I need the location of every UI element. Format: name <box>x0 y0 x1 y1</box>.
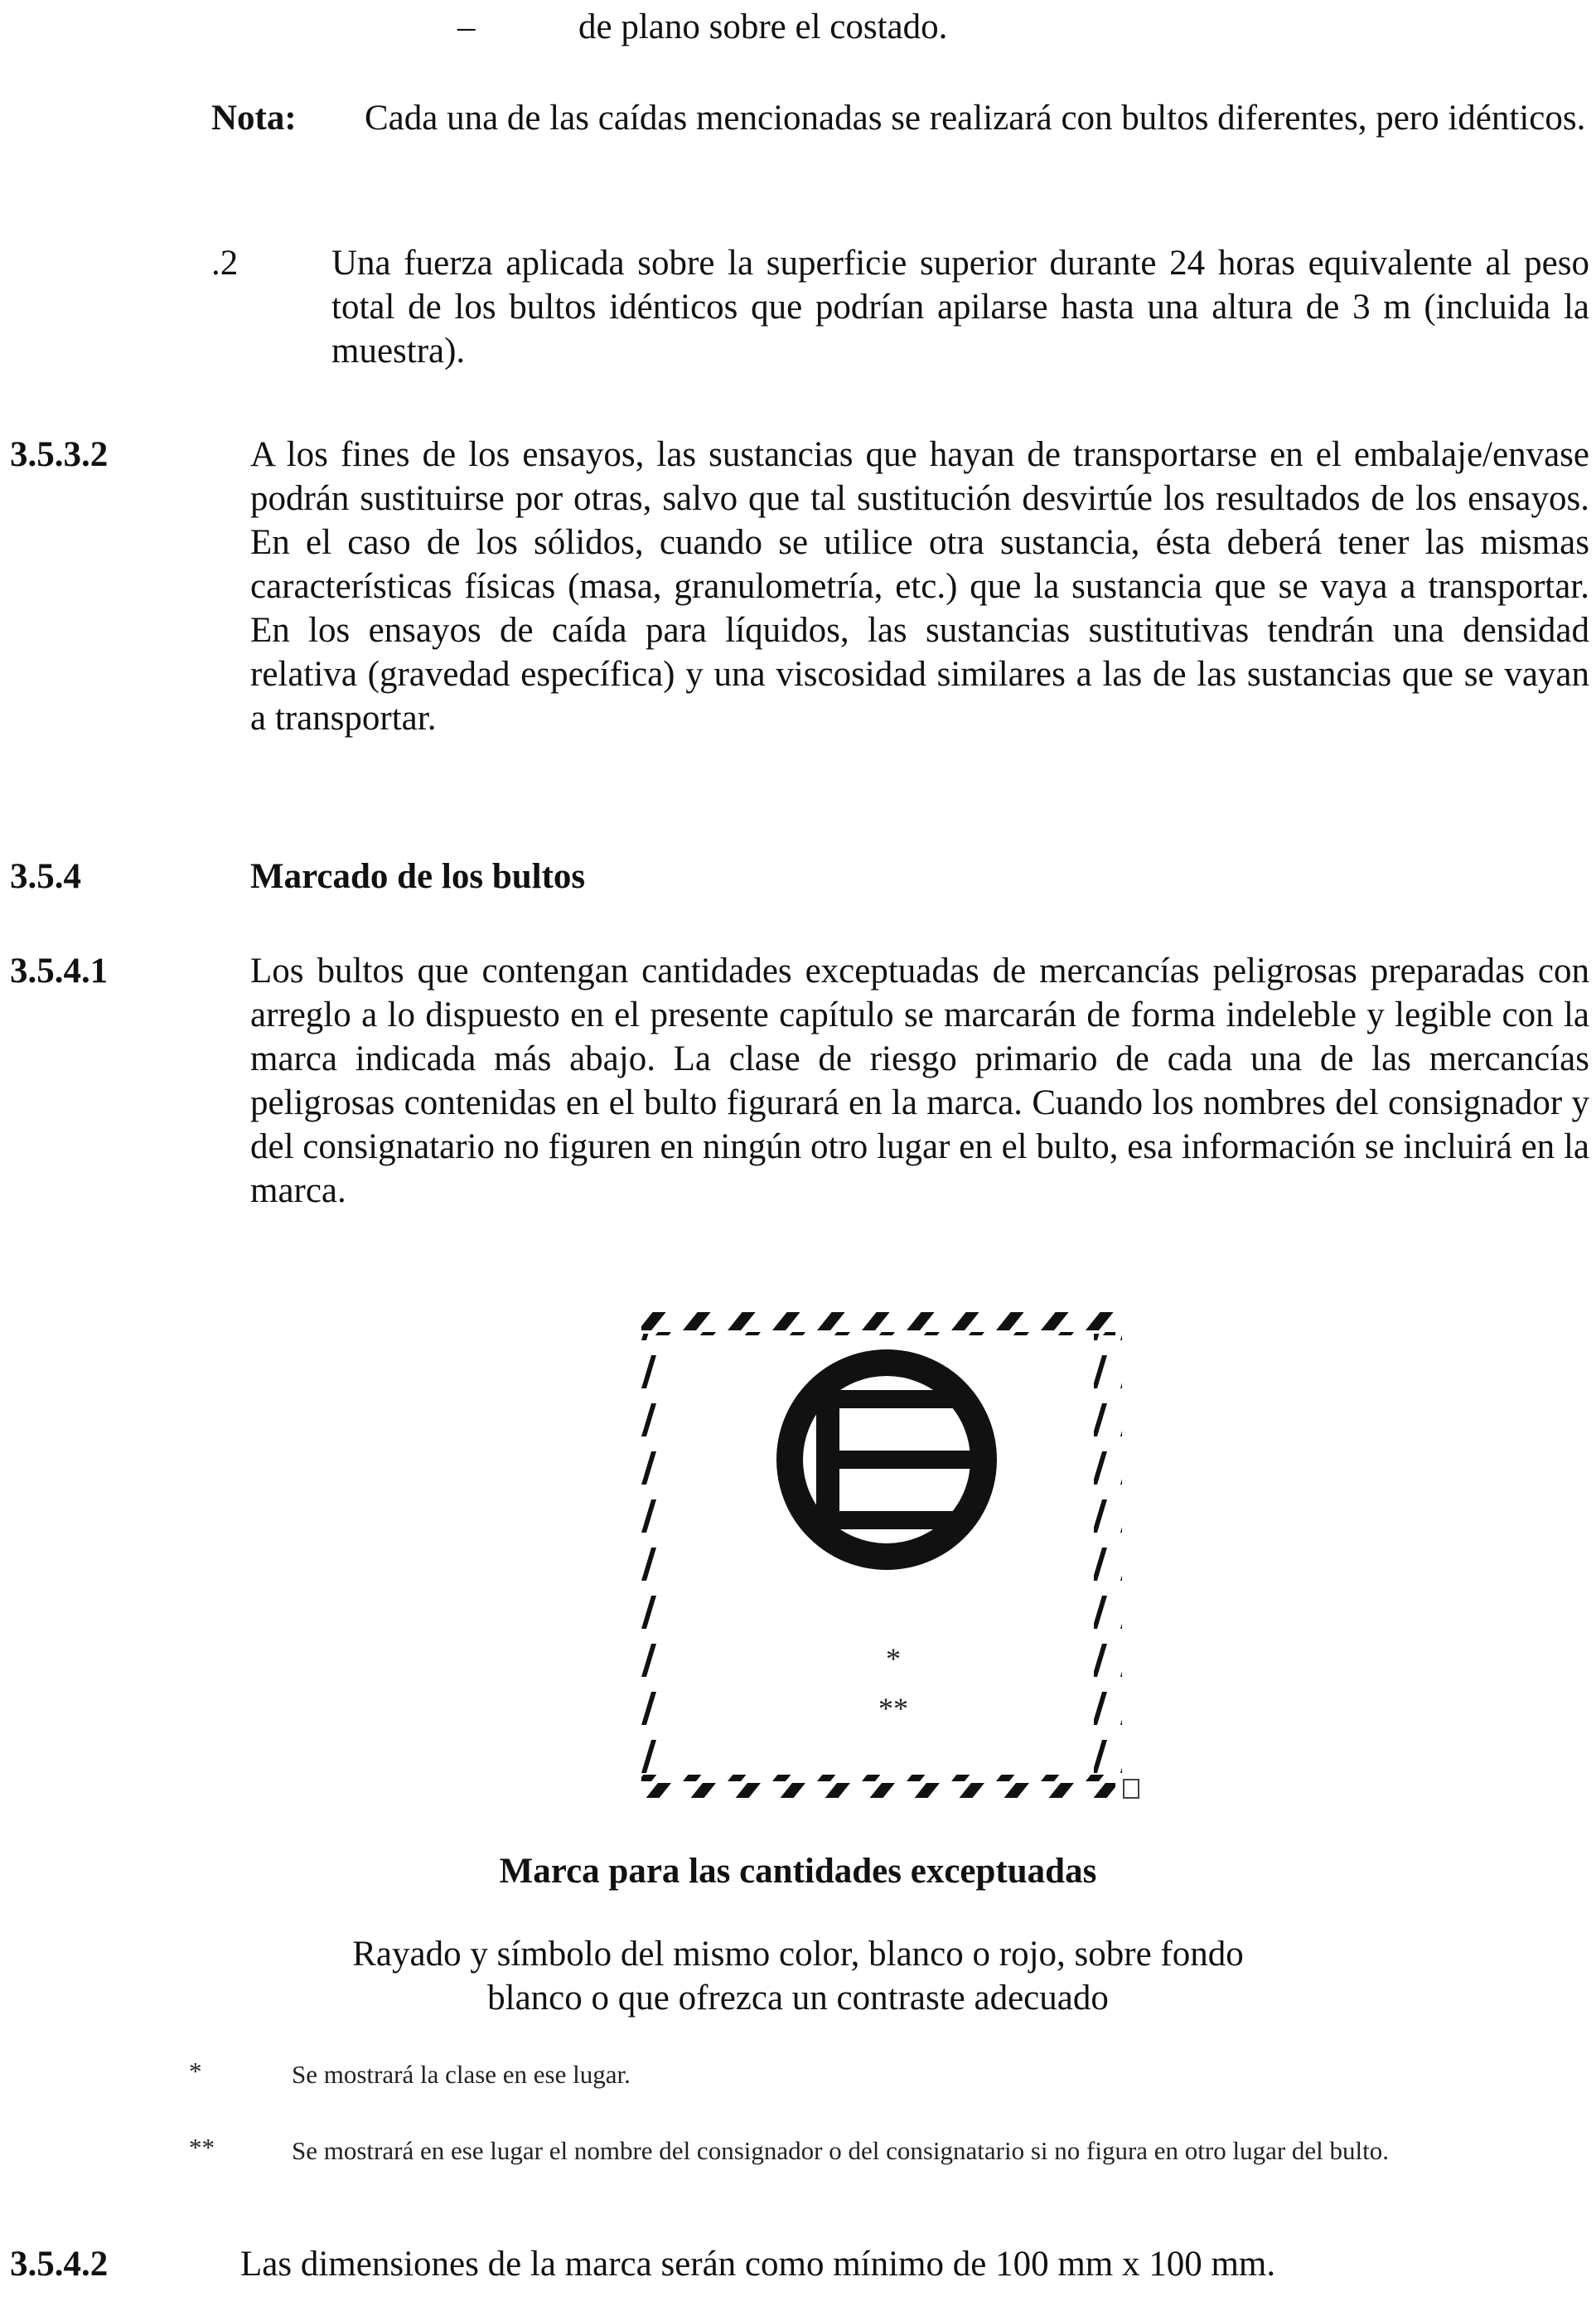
corner-box <box>1124 1780 1139 1798</box>
figure-description-line-1: Rayado y símbolo del mismo color, blanco o rojo, sobre fondo <box>352 1935 1244 1974</box>
item-number: .2 <box>211 244 239 283</box>
hatched-border-bottom <box>641 1775 1115 1798</box>
footnote-mark: ** <box>189 2133 215 2162</box>
hatched-border-right <box>1094 1334 1122 1776</box>
item-text: Una fuerza aplicada sobre la superficie superior durante 24 horas equivalente al peso total de los bultos idénticos que podrían apilarse hasta una altura de 3 m (incluida la muestra). <box>331 244 1589 371</box>
class-placeholder: * <box>886 1642 901 1675</box>
section-heading: Marcado de los bultos <box>250 857 586 896</box>
footnote-mark: * <box>189 2056 202 2085</box>
excepted-quantity-symbol <box>790 1363 984 1557</box>
hatched-border-left <box>638 1334 666 1776</box>
excepted-quantities-mark <box>630 1306 1144 1819</box>
section-number: 3.5.4.2 <box>10 2245 109 2284</box>
footnote-text: Se mostrará en ese lugar el nombre del consignador o del consignatario si no figura en otro lugar del bulto. <box>292 2136 1390 2165</box>
hatched-border-top <box>641 1312 1115 1335</box>
section-number: 3.5.3.2 <box>10 435 109 474</box>
list-dash: – <box>457 7 476 46</box>
section-number: 3.5.4 <box>10 857 81 896</box>
figure-description-line-2: blanco o que ofrezca un contraste adecuado <box>487 1979 1109 2018</box>
section-number: 3.5.4.1 <box>10 952 109 991</box>
footnote-text: Se mostrará la clase en ese lugar. <box>292 2060 631 2089</box>
section-paragraph: Los bultos que contengan cantidades exceptuadas de mercancías peligrosas preparadas con arreglo a lo dispuesto en el presente capítulo se marcarán de forma indeleble y legible con la marca indicada más abajo. La clase de riesgo primario de cada una de las mercancías peligrosas contenidas en el bulto figurará en la marca. Cuando los nombres del consignador y del consignatario no figuren en ningún otro lugar en el bulto, esa información se incluirá en la marca. <box>250 952 1589 1210</box>
figure-caption: Marca para las cantidades exceptuadas <box>499 1852 1097 1891</box>
note-label: Nota: <box>211 99 297 138</box>
section-paragraph: Las dimensiones de la marca serán como mínimo de 100 mm x 100 mm. <box>240 2245 1276 2284</box>
note-text: Cada una de las caídas mencionadas se realizará con bultos diferentes, pero idénticos. <box>365 99 1586 138</box>
consignor-placeholder: ** <box>878 1692 908 1725</box>
list-item-text: de plano sobre el costado. <box>578 7 948 46</box>
section-paragraph: A los fines de los ensayos, las sustancias que hayan de transportarse en el embalaje/envase podrán sustituirse por otras, salvo que tal sustitución desvirtúe los resultados de los ensayos. En el caso de los sólidos, cuando se utilice otra sustancia, ésta deberá tener las mismas características físicas (masa, granulometría, etc.) que la sustancia que se vaya a transportar. En los ensayos de caída para líquidos, las sustancias sustitutivas tendrán una densidad relativa (gravedad específica) y una viscosidad similares a las de las sustancias que se vayan a transportar. <box>250 435 1589 738</box>
